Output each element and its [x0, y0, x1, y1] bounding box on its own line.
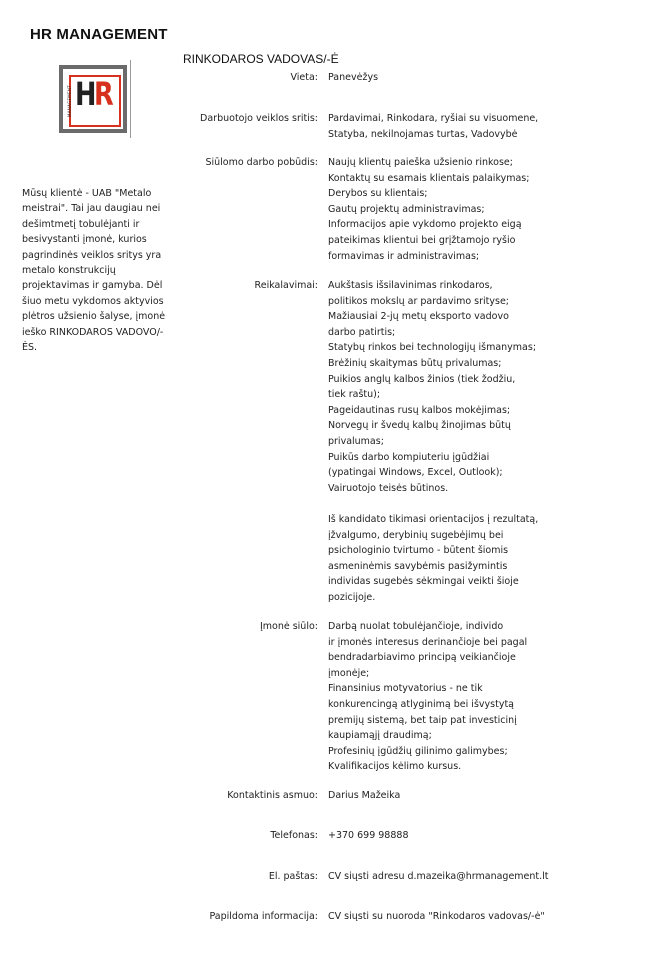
field-label: Vieta:: [290, 72, 318, 83]
company-name: HR MANAGEMENT: [30, 26, 168, 43]
field-value: Aukštasis išsilavinimas rinkodaros, politikos mokslų ar pardavimo srityse; Mažiausiai 2-jų metų eksporto vadovo darbo patirtis; Statybų rinkos bei technologijų išmanymas; Brėžinių skaitymas būtų privalumas; Puikios anglų kalbos žinios (tiek žodžiu, tiek raštu); Pageidautinas rusų kalbos mokėjimas; Norvegų ir švedų kalbų žinojimas būtų privalumas; Puikūs darbo kompiuteriu įgūdžiai (ypatingai Windows, Excel, Outlook); Vairuotojo teisės būtinos. Iš kandidato tikimasi orientacijos į rezultatą, įžvalgumo, derybinių sugebėjimų bei psichologinio tvirtumo - būtent šiomis asmeninėmis savybėmis pasižymintis individas sugebės sėkmingai veikti šioje pozicijoje.: [328, 280, 539, 603]
field-label: Reikalavimai:: [254, 280, 318, 291]
field-value: CV siųsti su nuoroda "Rinkodaros vadovas/-ė": [328, 911, 545, 922]
logo-divider: [130, 60, 131, 138]
logo-mark: [75, 75, 111, 113]
field-value: Naujų klientų paieška užsienio rinkose; Kontaktų su esamais klientais palaikymas; Derybos su klientais; Gautų projektų administravimas; Informacijos apie vykdomo projekto eigą pateikimas klientui bei grįžtamojo ryšio formavimas ir administravimas;: [328, 157, 530, 262]
field-label: Įmonė siūlo:: [259, 621, 318, 632]
field-label: Telefonas:: [270, 830, 318, 841]
field-value[interactable]: +370 699 98888: [328, 830, 409, 841]
field-label: Siūlomo darbo pobūdis:: [205, 157, 318, 168]
logo-letter-h: H: [75, 75, 95, 113]
field-label: El. paštas:: [268, 871, 318, 882]
field-value: Pardavimai, Rinkodara, ryšiai su visuomene, Statyba, nekilnojamas turtas, Vadovybė: [328, 113, 539, 140]
job-title: RINKODAROS VADOVAS/-Ė: [183, 52, 339, 66]
field-value[interactable]: CV siųsti adresu d.mazeika@hrmanagement.lt: [328, 871, 549, 882]
logo-side-text: MANAGEMENT: [67, 85, 72, 117]
field-value: Darbą nuolat tobulėjančioje, individo ir įmonės interesus derinančioje bei pagal bendradarbiavimo principą veikiančioje įmonėje; Finansinius motyvatorius - ne tik konkurencingą atlyginimą bei išvystytą premijų sistemą, bet taip pat investicinį kaupiamąjį draudimą; Profesinių įgūdžių gilinimo galimybes; Kvalifikacijos kėlimo kursus.: [328, 621, 528, 773]
field-value: Panevėžys: [328, 72, 379, 83]
field-label: Kontaktinis asmuo:: [227, 790, 318, 801]
field-label: Darbuotojo veiklos sritis:: [200, 113, 318, 124]
logo-letter-r: R: [94, 75, 112, 113]
company-intro: Mūsų klientė - UAB "Metalo meistrai". Tai jau daugiau nei dešimtmetį tobulėjanti ir besivystanti įmonė, kurios pagrindinės veiklos sritys yra metalo konstrukcijų projektavimas ir gamyba. Dėl šiuo metu vykdomos aktyvios plėtros užsienio šalyse, įmonė ieško RINKODAROS VADOVO/-ĖS.: [22, 188, 166, 354]
field-label: Papildoma informacija:: [209, 911, 318, 922]
hr-logo: [59, 65, 127, 133]
field-value: Darius Mažeika: [328, 790, 401, 801]
